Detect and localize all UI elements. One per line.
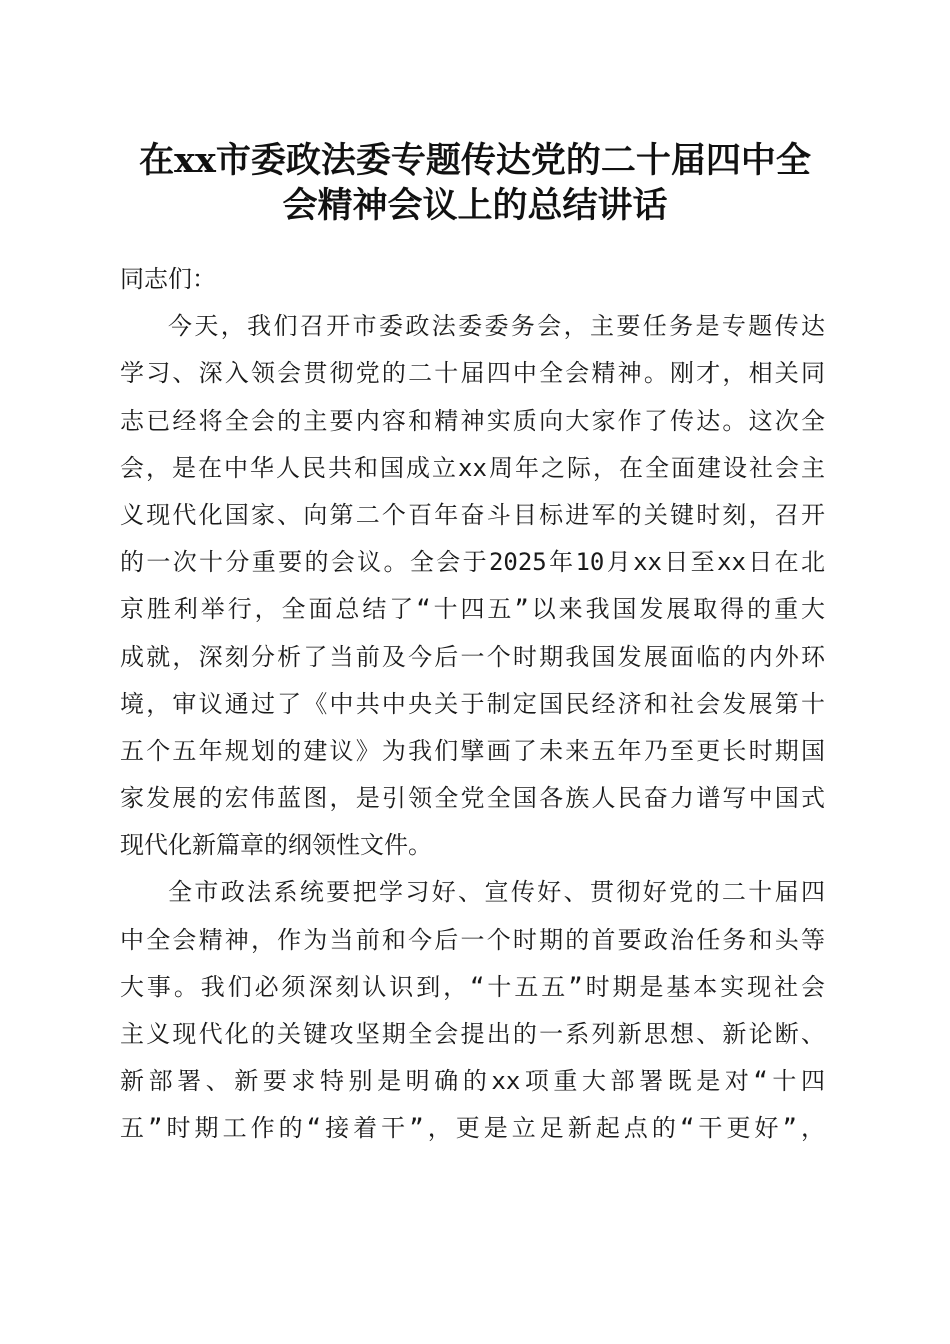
paragraph-line: 中全会精神，作为当前和今后一个时期的首要政治任务和头等 (120, 925, 825, 954)
title-line-2: 会精神会议上的总结讲话 (282, 185, 668, 226)
document-title (100, 138, 850, 228)
paragraph-line: 成就，深刻分析了当前及今后一个时期我国发展面临的内外环 (120, 642, 825, 671)
paragraph-line: 今天，我们召开市委政法委委务会，主要任务是专题传达 (168, 312, 825, 341)
paragraph-line: 会，是在中华人民共和国成立xx周年之际，在全面建设社会主 (120, 453, 825, 482)
salutation: 同志们： (120, 265, 216, 293)
paragraph-line: 全市政法系统要把学习好、宣传好、贯彻好党的二十届四 (168, 878, 825, 907)
paragraph-2 (120, 869, 825, 1152)
paragraph-line: 五”时期工作的“接着干”，更是立足新起点的“干更好”， (120, 1114, 825, 1143)
paragraph-line: 主义现代化的关键攻坚期全会提出的一系列新思想、新论断、 (120, 1020, 825, 1048)
paragraph-1 (120, 303, 825, 869)
paragraph-line: 大事。我们必须深刻认识到，“十五五”时期是基本实现社会 (120, 972, 825, 1001)
paragraph-line: 义现代化国家、向第二个百年奋斗目标进军的关键时刻，召开 (120, 500, 825, 529)
paragraph-line: 的一次十分重要的会议。全会于2025年10月xx日至xx日在北 (120, 548, 825, 577)
document-body (120, 256, 825, 1153)
paragraph-line: 京胜利举行，全面总结了“十四五”以来我国发展取得的重大 (120, 595, 825, 624)
paragraph-line: 新部署、新要求特别是明确的xx项重大部署既是对“十四 (120, 1067, 825, 1096)
title-line-1: 在xx市委政法委专题传达党的二十届四中全 (139, 140, 811, 181)
paragraph-line: 现代化新篇章的纲领性文件。 (120, 831, 432, 860)
paragraph-line: 五个五年规划的建议》为我们擘画了未来五年乃至更长时期国 (120, 736, 825, 765)
paragraph-line: 学习、深入领会贯彻党的二十届四中全会精神。刚才，相关同 (120, 359, 825, 388)
paragraph-line: 境，审议通过了《中共中央关于制定国民经济和社会发展第十 (120, 689, 825, 718)
paragraph-line: 家发展的宏伟蓝图，是引领全党全国各族人民奋力谱写中国式 (120, 784, 825, 813)
paragraph-line: 志已经将全会的主要内容和精神实质向大家作了传达。这次全 (120, 406, 825, 435)
